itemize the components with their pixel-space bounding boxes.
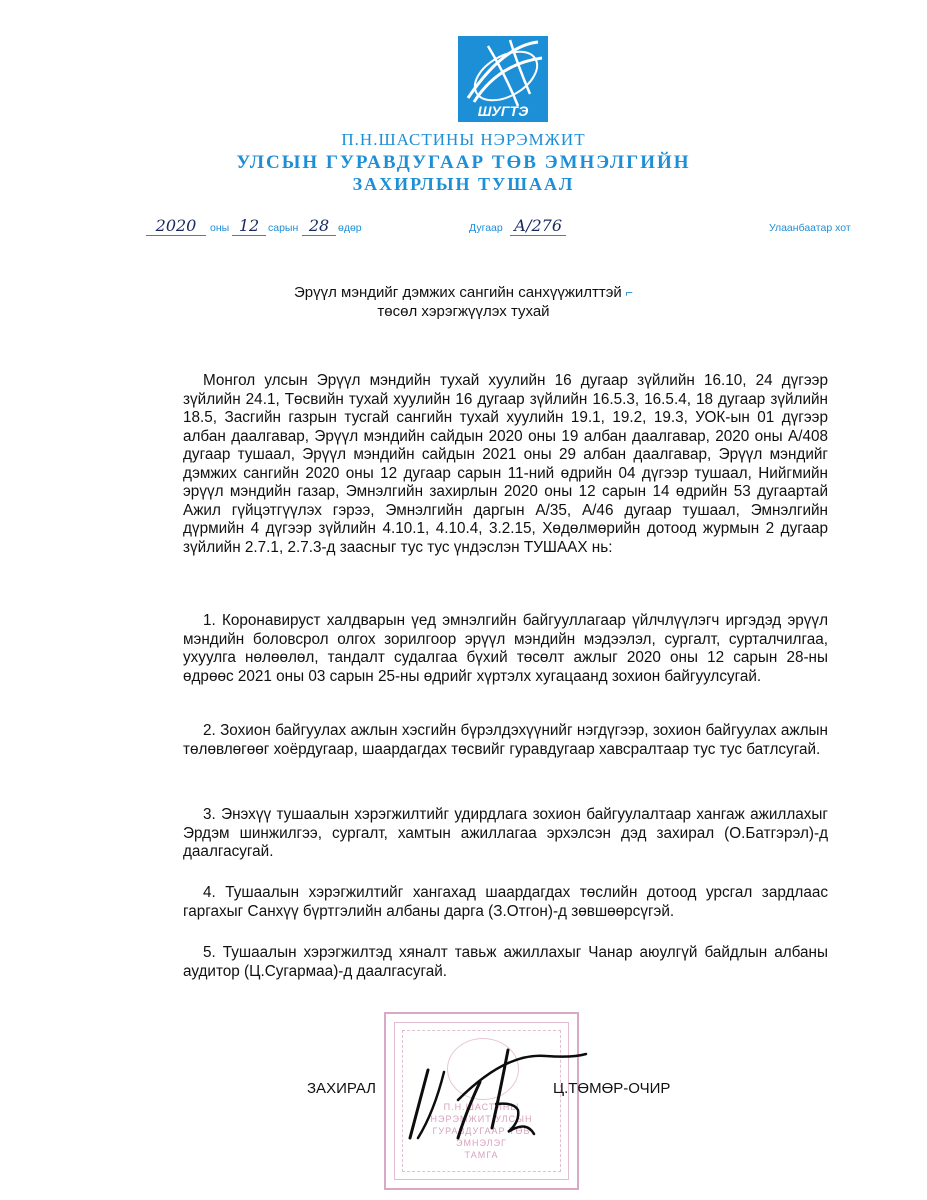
order-item-5: 5. Тушаалын хэрэгжилтэд хяналт тавьж ажиллахыг Чанар аюулгүй байдлын албаны аудитор (Ц.Сугармаа)-д даалгасугай. [183, 944, 828, 980]
order-day: 28 [302, 216, 336, 236]
order-title: ЗАХИРЛЫН ТУШААЛ [352, 174, 575, 194]
preamble: Монгол улсын Эрүүл мэндийн тухай хуулийн 16 дугаар зүйлийн 16.10, 24 дүгээр зүйлийн 24.1, Төсвийн тухай хуулийн 16 дугаар зүйлийн 16.5.3, 16.5.4, 18 дугаар зүйлийн 18.5, Засгийн газрын тусгай сангийн тухай хуулийн 19.1, 19.2, 19.3, УОК-ын 01 дүгээр албан даалгавар, Эрүүл мэндийн сайдын 2020 оны 19 албан даалгавар, 2020 оны А/408 дугаар тушаал, Эрүүл мэндийн сайдын 2021 оны 29 албан даалгавар, Эрүүл мэндийг дэмжих сангийн 2020 оны 12 дугаар сарын 11-ний өдрийн 04 дүгээр тушаал, Нийгмийн эрүүл мэндийн газар, Эмнэлгийн захирлын 2020 оны 12 сарын 14 өдрийн 53 дугаартай Ажил гүйцэтгүүлэх гэрээ, Эмнэлгийн даргын А/35, А/46 дугаар тушаал, Эмнэлгийн дүрмийн 4 дүгээр зүйлийн 4.10.1, 4.10.4, 3.2.15, Хөдөлмөрийн дотоод журмын 2 дугаар зүйлийн 2.7.1, 2.7.3-д заасныг тус тус үндэслэн ТУШААХ нь: [183, 372, 828, 556]
stamp-line-4: ЭМНЭЛЭГ [456, 1138, 507, 1148]
order-item-1: 1. Коронавируст халдварын үед эмнэлгийн байгууллагаар үйлчлүүлэгч иргэдэд эрүүл мэндийн боловсрол олгох зорилгоор эрүүл мэндийн мэдээлэл, сургалт, сурталчилгаа, ухуулга нөлөөлөл, тандалт судалгаа бүхий төсөлт ажлыг 2020 оны 12 сарын 28-ны өдрөөс 2021 оны 03 сарын 25-ны өдрийг хүртэлх хугацаанд зохион байгуулсугай. [183, 612, 828, 685]
stamp-line-3: ГУРАВДУГААР ТӨВ [432, 1126, 531, 1136]
month-label: сарын [268, 222, 299, 234]
order-item-4: 4. Тушаалын хэрэгжилтийг хангахад шаардагдах төслийн дотоод урсгал зардлаас гаргахыг Санхүү бүртгэлийн албаны дарга (З.Отгон)-д зөвшөөрсүгэй. [183, 884, 828, 920]
signer-role: ЗАХИРАЛ [307, 1080, 377, 1097]
hospital-logo [458, 36, 548, 122]
stamp-line-1: П.Н.ШАСТИНЫ [443, 1102, 520, 1112]
org-line-2: УЛСЫН ГУРАВДУГААР ТӨВ ЭМНЭЛГИЙН [236, 152, 691, 173]
subject-line-1: Эрүүл мэндийг дэмжих сангийн санхүүжилттэй ⌐ [294, 284, 633, 301]
stamp-line-2: НЭРЭМЖИТ УЛСЫН [430, 1114, 533, 1124]
order-item-2: 2. Зохион байгуулах ажлын хэсгийн бүрэлдэхүүнийг нэгдүгээр, зохион байгуулах ажлын төлөвлөгөөг хоёрдугаар, шаардагдах төсвийг гуравдугаар хавсралтаар тус тус батлсугай. [183, 722, 828, 758]
order-item-3: 3. Энэхүү тушаалын хэрэгжилтийг удирдлага зохион байгуулалтаар хангаж ажиллахыг Эрдэм шинжилгээ, сургалт, хамтын ажиллагаа эрхэлсэн дэд захирал (О.Батгэрэл)-д даалгасугай. [183, 806, 828, 860]
day-label: өдөр [338, 222, 362, 234]
stamp-line-5: ТАМГА [464, 1150, 499, 1160]
org-line-1: П.Н.ШАСТИНЫ НЭРЭМЖИТ [341, 130, 586, 149]
signer-name: Ц.ТӨМӨР-ОЧИР [553, 1080, 671, 1097]
order-month: 12 [232, 216, 266, 236]
logo-text: ШУГТЭ [477, 103, 529, 119]
number-label: Дугаар [469, 222, 503, 234]
year-label: оны [210, 222, 230, 234]
city: Улаанбаатар хот [769, 222, 851, 234]
order-number: А/276 [510, 216, 566, 236]
order-year: 2020 [146, 216, 206, 236]
subject-line-2: төсөл хэрэгжүүлэх тухай [377, 303, 550, 320]
